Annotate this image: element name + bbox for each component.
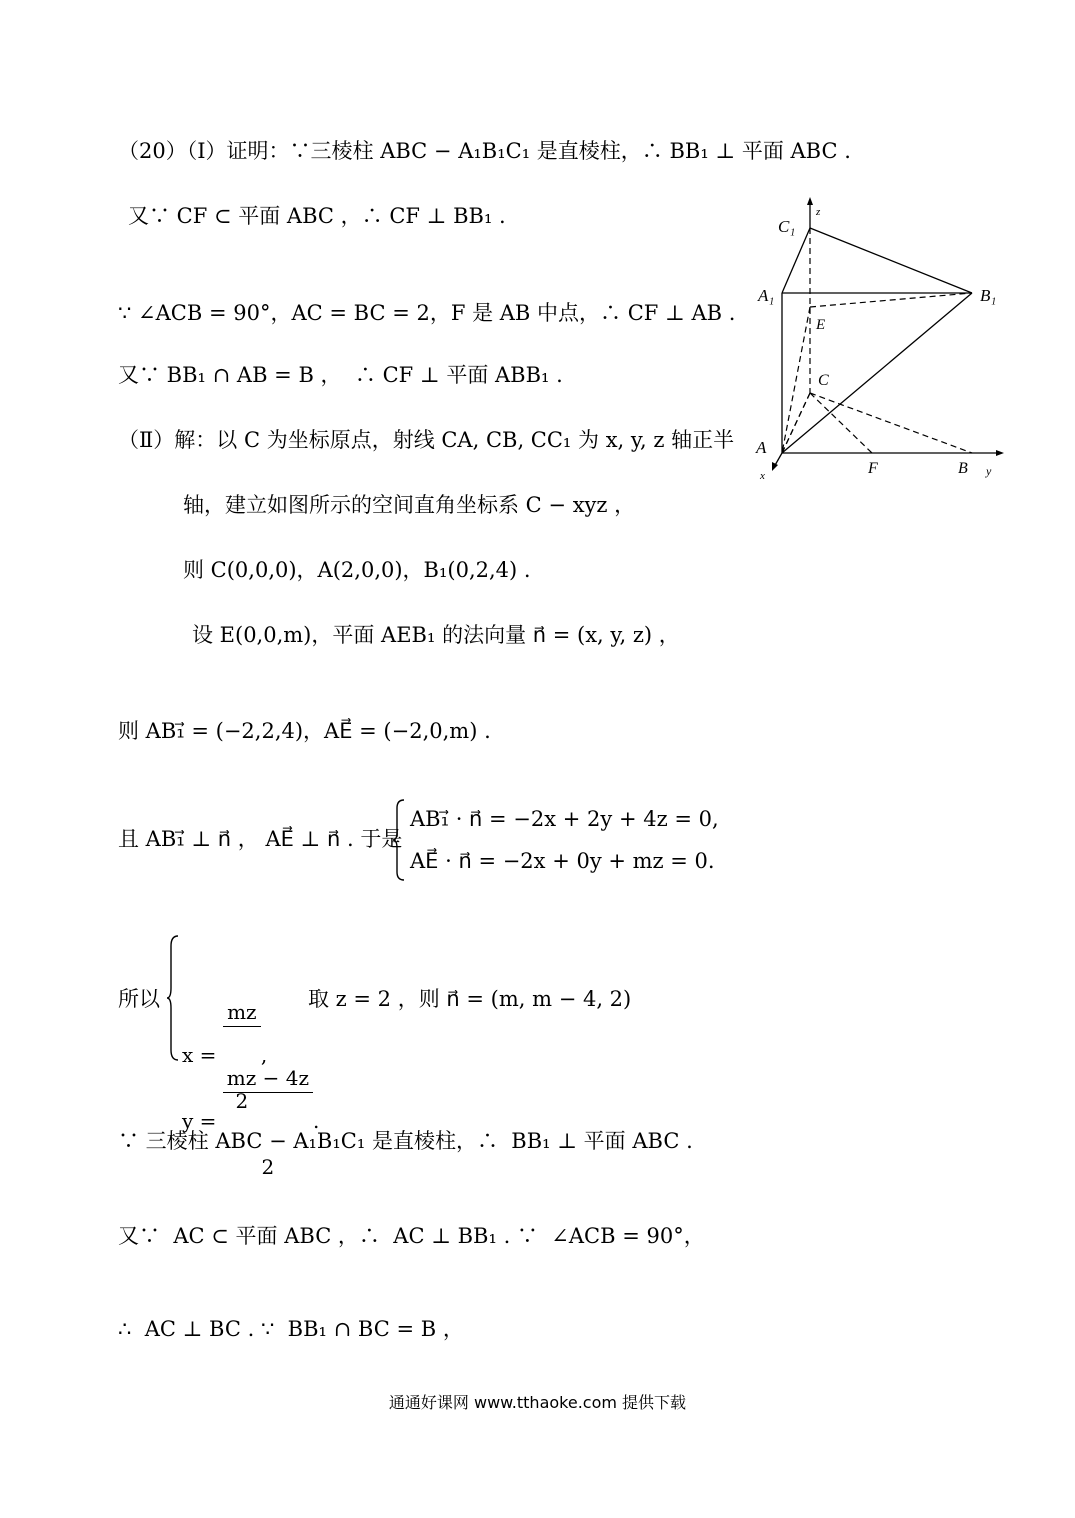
system1-eq2: AE⃗ · n⃗ = −2x + 0y + mz = 0.: [410, 849, 715, 873]
label-a1: A₁: [758, 286, 775, 305]
label-y: y: [986, 464, 992, 478]
line-perpendicular: 且 AB₁⃗ ⊥ n⃗ ， AE⃗ ⊥ n⃗ . 于是: [118, 827, 403, 851]
label-c1: C₁: [778, 217, 796, 236]
label-e: E: [816, 317, 826, 333]
axis-arrows: [772, 197, 1004, 471]
label-x: x: [760, 470, 765, 482]
line-cf-perp-bb1: 又∵ CF ⊂ 平面 ABC ，∴ CF ⊥ BB₁ .: [128, 204, 506, 228]
system2-eq1: x = $\frac{mz}{2}$ ,: [182, 938, 267, 1175]
line-prism-right: ∵ 三棱柱 ABC − A₁B₁C₁ 是直棱柱，∴ BB₁ ⊥ 平面 ABC .: [118, 1129, 693, 1153]
label-b1: B₁: [980, 286, 997, 305]
left-brace: [392, 798, 406, 882]
line-normal-vector: 设 E(0,0,m)，平面 AEB₁ 的法向量 n⃗ = (x, y, z) ，: [192, 623, 680, 647]
fraction-mz-over-2: $\frac{mz}{2}$: [223, 938, 261, 1175]
prism-dashed-edges: [782, 228, 972, 453]
prism-figure: [750, 195, 1020, 490]
line-vectors: 则 AB₁⃗ = (−2,2,4)，AE⃗ = (−2,0,m) .: [118, 719, 491, 743]
system1-eq1: AB₁⃗ · n⃗ = −2x + 2y + 4z = 0,: [410, 807, 719, 831]
line-coordinates: 则 C(0,0,0)，A(2,0,0)，B₁(0,2,4) .: [183, 558, 531, 582]
left-brace-2: [166, 934, 180, 1062]
line-ac-perp-bb1: 又∵ AC ⊂ 平面 ABC ，∴ AC ⊥ BB₁ . ∵ ∠ACB = 90°，: [118, 1224, 705, 1248]
label-b: B: [958, 460, 968, 477]
line-coordinate-system: 轴，建立如图所示的空间直角坐标系 C − xyz ，: [183, 493, 636, 517]
system2-prefix: 所以: [118, 987, 160, 1011]
equation-system-2: [166, 934, 326, 1179]
system2-suffix: 取 z = 2 ，则 n⃗ = (m, m − 4, 2): [308, 987, 632, 1011]
equation-system-1: [392, 798, 719, 882]
footer-source: 通通好课网 www.tthaoke.com 提供下载: [388, 1393, 687, 1412]
line-part1-proof: （20）（Ⅰ）证明：∵三棱柱 ABC − A₁B₁C₁ 是直棱柱，∴ BB₁ ⊥ 平面 ABC .: [118, 139, 851, 163]
label-z: z: [816, 206, 821, 218]
line-angle-acb: ∵ ∠ACB = 90°，AC = BC = 2，F 是 AB 中点，∴ CF ⊥ AB .: [118, 301, 736, 325]
line-part2-setup: （Ⅱ）解：以 C 为坐标原点，射线 CA, CB, CC₁ 为 x, y, z 轴正半: [118, 428, 735, 452]
fraction-mz-minus-4z-over-2: $\frac{mz - 4z}{2}$: [223, 1004, 313, 1241]
prism-solid-edges: [774, 200, 1000, 467]
label-c: C: [818, 372, 829, 389]
label-a: A: [756, 438, 767, 457]
label-f: F: [868, 460, 878, 477]
figure-labels: [755, 206, 996, 482]
line-cf-perp-plane: 又∵ BB₁ ∩ AB = B ， ∴ CF ⊥ 平面 ABB₁ .: [118, 363, 563, 387]
line-ac-perp-bc: ∴ AC ⊥ BC . ∵ BB₁ ∩ BC = B ，: [118, 1317, 464, 1341]
system2-eq2: y = $\frac{mz - 4z}{2}$ .: [182, 1004, 319, 1241]
